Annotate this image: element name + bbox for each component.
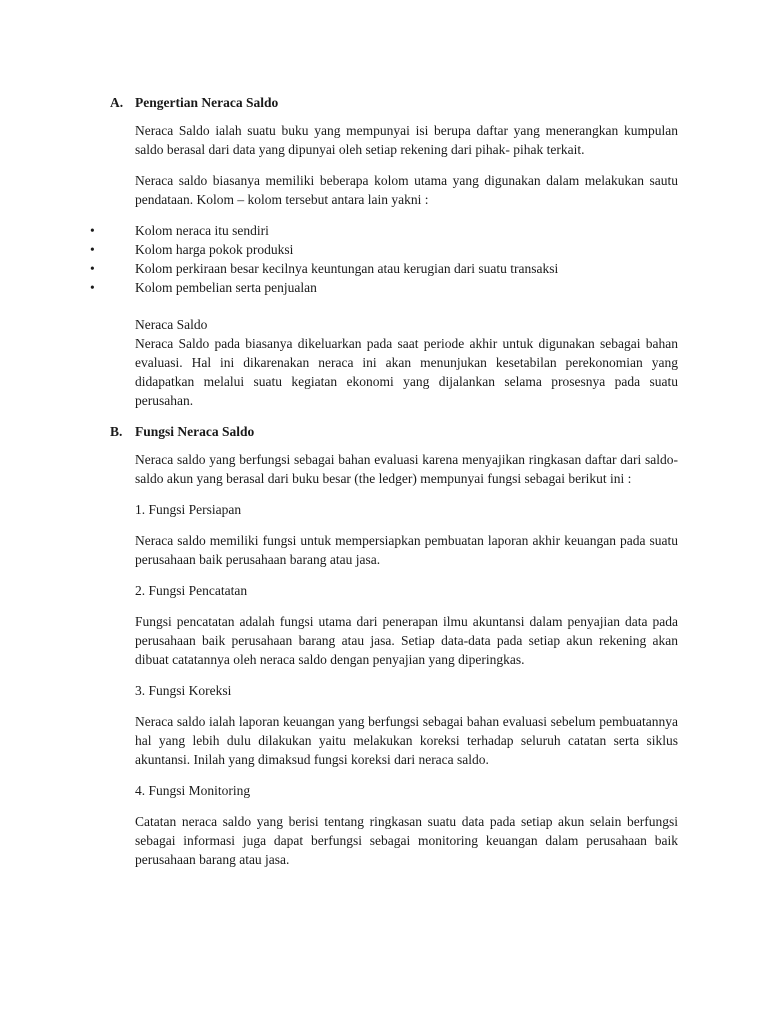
section-a-paragraph-1: Neraca Saldo ialah suatu buku yang mempunyai isi berupa daftar yang menerangkan kumpulan saldo berasal dari data yang dipunyai oleh setiap rekening dari pihak- pihak terkait. [135,123,678,157]
section-a-heading [0,93,768,112]
list-item [0,278,768,297]
list-item-text: Kolom perkiraan besar kecilnya keuntungan atau kerugian dari suatu transaksi [135,261,559,276]
function-text: Neraca saldo memiliki fungsi untuk mempersiapkan pembuatan laporan akhir keuangan pada suatu perusahaan baik perusahaan barang atau jasa. [135,533,678,567]
section-a-paragraph-2: Neraca saldo biasanya memiliki beberapa kolom utama yang digunakan dalam melakukan sautu pendataan. Kolom – kolom tersebut antara lain yakni : [135,173,678,207]
function-title: 1. Fungsi Persiapan [135,502,242,517]
bullet-icon: • [90,223,95,238]
bullet-icon: • [90,242,95,257]
function-title: 3. Fungsi Koreksi [135,683,232,698]
column-list [0,221,768,297]
section-a-title: Pengertian Neraca Saldo [135,95,279,110]
list-item-text: Kolom harga pokok produksi [135,242,294,257]
bullet-icon: • [90,280,95,295]
function-title: 2. Fungsi Pencatatan [135,583,248,598]
section-b-heading [0,422,768,441]
section-b-title: Fungsi Neraca Saldo [135,424,255,439]
function-text: Catatan neraca saldo yang berisi tentang ringkasan suatu data pada setiap akun selain berfungsi sebagai informasi juga dapat berfungsi sebagai monitoring keuangan dalam perusahaan baik perusahaan barang atau jasa. [135,814,678,867]
function-text: Fungsi pencatatan adalah fungsi utama dari penerapan ilmu akuntansi dalam penyajian data pada perusahaan baik perusahaan barang atau jasa. Setiap data-data pada setiap akun rekening akan dibuat catatannya oleh neraca saldo dengan penyajian yang diperingkas. [135,614,678,667]
list-item-text: Kolom pembelian serta penjualan [135,280,317,295]
bullet-icon: • [90,261,95,276]
section-a-letter: A. [110,95,124,110]
list-item [0,259,768,278]
function-text: Neraca saldo ialah laporan keuangan yang berfungsi sebagai bahan evaluasi sebelum pembuatannya hal yang lebih dulu dilakukan yaitu melakukan koreksi terhadap seluruh catatan serta siklus akuntansi. Inilah yang dimaksud fungsi koreksi dari neraca saldo. [135,714,678,767]
subheading-label: Neraca Saldo [135,317,208,332]
list-item [0,221,768,240]
list-item [0,240,768,259]
section-a-paragraph-3: Neraca Saldo pada biasanya dikeluarkan pada saat periode akhir untuk digunakan sebagai bahan evaluasi. Hal ini dikarenakan neraca ini akan menunjukan kesetabilan perekonomian yang didapatkan melalui suatu kegiatan ekonomi yang dijalankan selama prosesnya pada suatu perusahan. [135,336,678,408]
section-b-intro: Neraca saldo yang berfungsi sebagai bahan evaluasi karena menyajikan ringkasan daftar dari saldo-saldo akun yang berasal dari buku besar (the ledger) mempunyai fungsi sebagai berikut ini : [135,452,678,486]
function-title: 4. Fungsi Monitoring [135,783,251,798]
list-item-text: Kolom neraca itu sendiri [135,223,269,238]
section-b-letter: B. [110,424,123,439]
